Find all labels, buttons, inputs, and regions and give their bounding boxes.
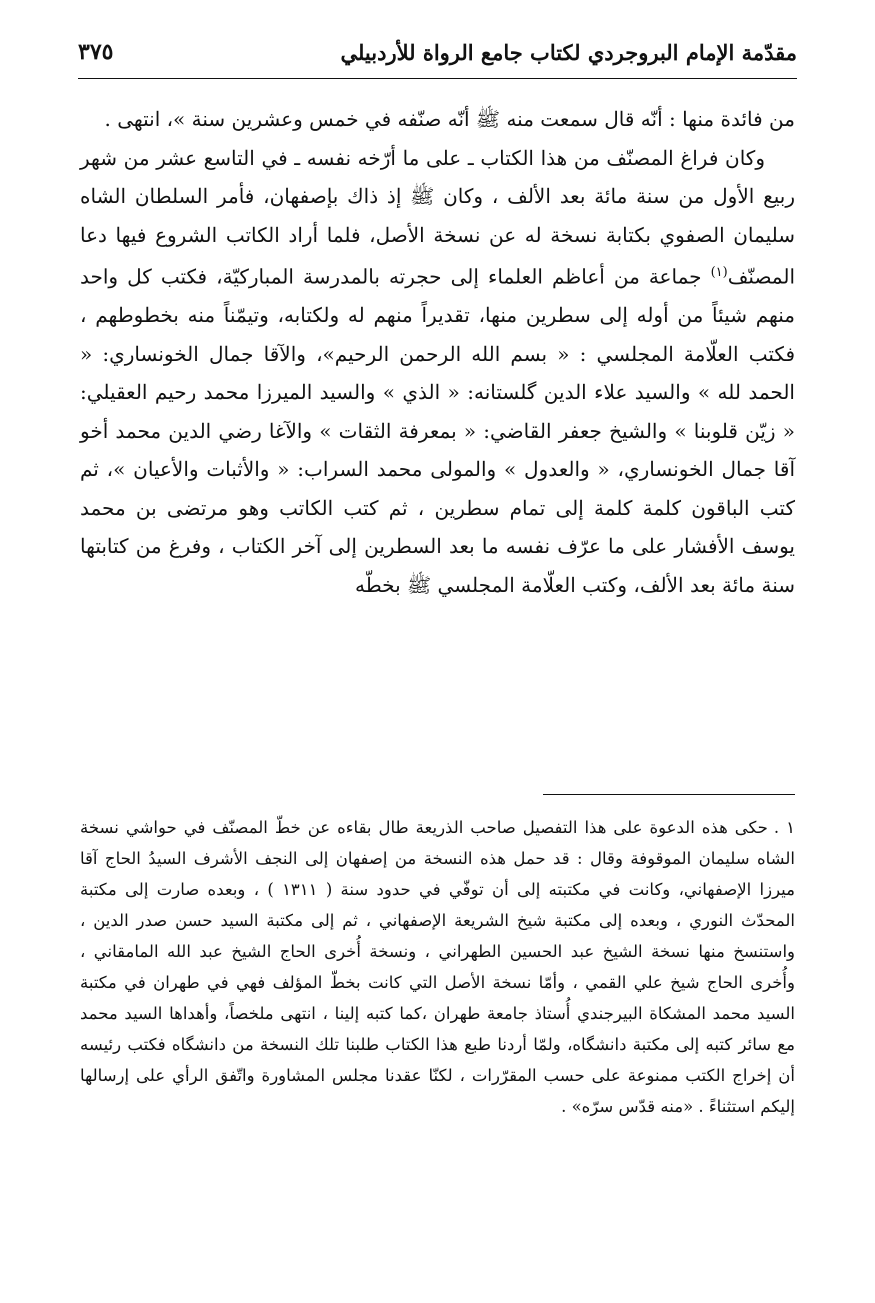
footnote-separator <box>543 794 795 795</box>
running-header <box>78 26 797 79</box>
page-number: ٣٧٥ <box>78 39 114 65</box>
footnotes <box>80 812 795 1122</box>
footnote <box>80 812 795 1122</box>
main-text <box>80 100 795 604</box>
paragraph: من فائدة منها : أنّه قال سمعت منه ﷺ أنّه صنّفه في خمس وعشرين سنة »، انتهى . <box>104 107 795 131</box>
paragraph <box>80 139 795 605</box>
header-title: مقدّمة الإمام البروجردي لكتاب جامع الرواة للأردبيلي <box>340 39 797 65</box>
paragraph-text: جماعة من أعاظم العلماء إلى حجرته بالمدرسة المباركيّة، فكتب كل واحد منهم شيئاً من أوله إلى سطرين منها، تقديراً منهم له ولكتابه، وتيمّناً منه بخطوطهم ، فكتب العلّامة المجلسي : « بسم الله الرحمن الرحيم»، والآقا جمال الخونساري: « الحمد لله » والسيد علاء الدين گلستانه: « الذي » والسيد الميرزا محمد رحيم العقيلي: « زيّن قلوبنا » والشيخ جعفر القاضي: « بمعرفة الثقات » والآغا رضي الدين محمد أخو آقا جمال الخونساري، « والعدول » والمولى محمد السراب: « والأثبات والأعيان »، ثم كتب الباقون كلمة كلمة إلى تمام سطرين ، ثم كتب الكاتب وهو مرتضى بن محمد يوسف الأفشار على ما عرّف نفسه ما بعد السطرين إلى آخر الكتاب ، وفرغ من كتابتها سنة مائة بعد الألف، وكتب العلّامة المجلسي ﷺ بخطّه <box>80 264 796 597</box>
paragraph-text: وكان فراغ المصنّف من هذا الكتاب ـ على ما أرّخه نفسه ـ في التاسع عشر من شهر ربيع الأول من سنة مائة بعد الألف ، وكان ﷺ إذ ذاك بإصفهان، فأمر السلطان الشاه سليمان الصفوي بكتابة نسخة له عن نسخة الأصل، فلما أراد الكاتب الشروع فيها دعا المصنّف <box>80 145 796 289</box>
footnote-marker[interactable]: (١) <box>710 265 728 280</box>
footnote-number: ١ . <box>773 818 795 837</box>
footnote-text: حكى هذه الدعوة على هذا التفصيل صاحب الذريعة طال بقاءه عن خطّ المصنّف في حواشي نسخة الشاه سليمان الموقوفة وقال : قد حمل هذه النسخة من إصفهان إلى النجف الأشرف السيدُ الحاج آقا ميرزا الإصفهاني، وكانت في مكتبته إلى أن توفّي في حدود سنة ( ١٣١١ ) ، وبعده صارت إلى مكتبة المحدّث النوري ، وبعده إلى مكتبة شيخ الشريعة الإصفهاني ، ثم إلى مكتبة السيد حسن صدر الدين ، واستنسخ منها نسخة الشيخ عبد الحسين الطهراني ، ونسخة أُخرى الحاج الشيخ عبد الله المامقاني ، وأُخرى الحاج شيخ علي القمي ، وأمّا نسخة الأصل التي كانت بخطّ المؤلف فهي في طهران في مكتبة السيد محمد المشكاة البيرجندي أُستاذ جامعة طهران ،كما كتبه إلينا ، انتهى ملخصاً، وأهداها السيد محمد مع سائر كتبه إلى مكتبة دانشگاه، ولمّا أردنا طبع هذا الكتاب طلبنا تلك النسخة من دانشگاه فكتب رئيسه أن إخراج الكتب ممنوعة على حسب المقرّرات ، لكنّا عقدنا مجلس المشاورة واتّفق الرأي على إرسالها إليكم استثناءً . «منه قدّس سرّه» . <box>80 818 796 1116</box>
